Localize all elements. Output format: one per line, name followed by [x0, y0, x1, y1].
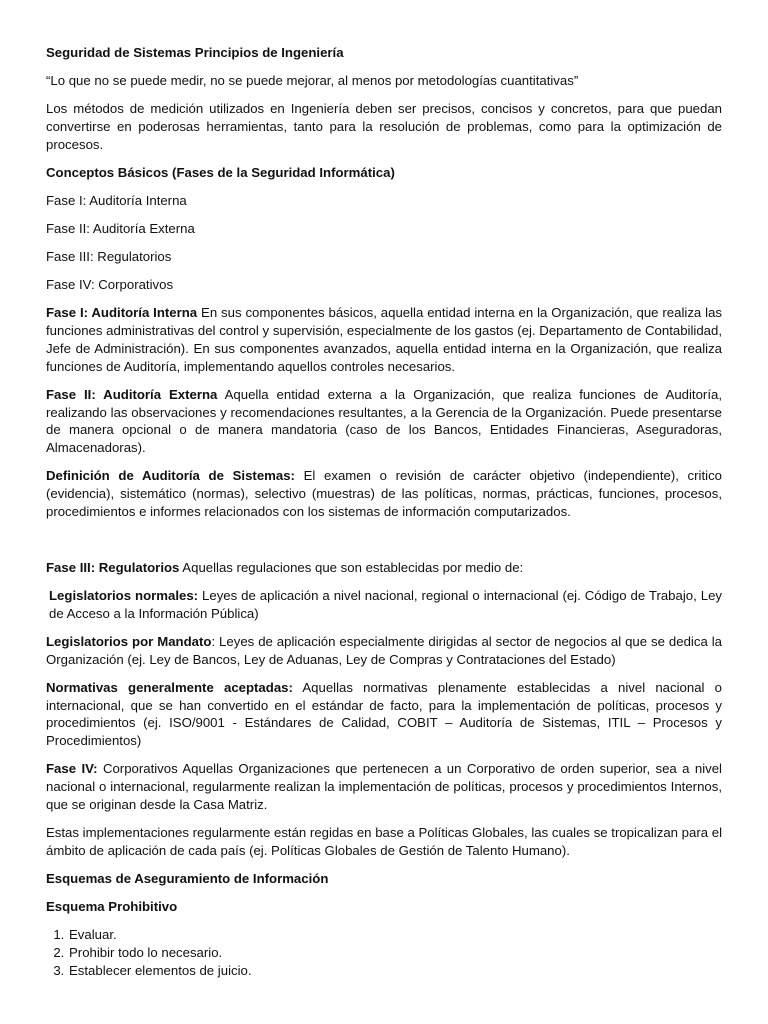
quote: “Lo que no se puede medir, no se puede mejorar, al menos por metodologías cuantitativas”: [46, 73, 579, 89]
leg-normales-label: Legislatorios normales:: [49, 588, 199, 604]
definicion-label: Definición de Auditoría de Sistemas:: [46, 468, 295, 484]
fase2-paragraph: [46, 386, 722, 457]
document-title: Seguridad de Sistemas Principios de Ingeniería: [46, 45, 344, 60]
fase3-label: Fase III: Regulatorios: [46, 560, 180, 575]
definicion-text: El examen o revisión de carácter objetivo (independiente), critico (evidencia), sistemático (normas), selectivo (muestras) de las políticas, normas, prácticas, funciones, procesos, procedimientos e informes relacionados con los sistemas de información computarizados.: [46, 468, 722, 519]
prohibitivo-list: [46, 926, 722, 979]
fase3-paragraph: [46, 559, 722, 577]
fase2-text: Aquella entidad externa a la Organización, que realiza funciones de Auditoría, realizando las observaciones y recomendaciones resultantes, a la Gerencia de la Organización. Puede presentarse de manera opcional o de manera mandatoria (caso de los Bancos, Entidades Financieras, Aseguradoras, Almacenadoras).: [46, 386, 722, 456]
concepts-heading: Conceptos Básicos (Fases de la Seguridad Informática): [46, 164, 395, 180]
intro-paragraph: Los métodos de medición utilizados en Ingeniería deben ser precisos, concisos y concretos, para que puedan convertirse en poderosas herramientas, tanto para la resolución de problemas, como para la optimización de procesos.: [46, 101, 722, 152]
esquemas-heading: Esquemas de Aseguramiento de Información: [46, 870, 329, 886]
leg-mandato-text: : Leyes de aplicación especialmente dirigidas al sector de negocios al que se dedica la Organización (ej. Ley de Bancos, Ley de Aduanas, Ley de Compras y Contrataciones del Estado): [46, 633, 722, 667]
leg-mandato-paragraph: [46, 633, 722, 669]
fase4-label: Fase IV:: [46, 761, 98, 777]
implementaciones-paragraph: Estas implementaciones regularmente están regidas en base a Políticas Globales, las cuales se tropicalizan para el ámbito de aplicación de cada país (ej. Políticas Globales de Gestión de Talento Humano).: [46, 825, 722, 858]
phase-line-4: Fase IV: Corporativos: [46, 277, 174, 293]
fase1-text: En sus componentes básicos, aquella entidad interna en la Organización, que realiza las funciones administrativas del control y supervisión, especialmente de los gastos (ej. Departamento de Contabilidad, Jefe de Administración). En sus componentes avanzados, aquella entidad interna en la Organización, que realiza funciones de Auditoría, implementando aquellos controles necesarios.: [46, 305, 722, 374]
normativas-text: Aquellas normativas plenamente establecidas a nivel nacional o internacional, que se han convertido en el estándar de facto, para la implementación de políticas, procesos y procedimientos (ej. ISO/9001 - Estándares de Calidad, COBIT – Auditoría de Sistemas, ITIL – Procesos y Procedimientos): [46, 679, 722, 749]
fase1-paragraph: [46, 304, 722, 375]
phase-line-2: Fase II: Auditoría Externa: [46, 221, 195, 237]
list-item: 3. Establecer elementos de juicio.: [68, 962, 722, 980]
phase-line-3: Fase III: Regulatorios: [46, 249, 172, 265]
fase4-text: Corporativos Aquellas Organizaciones que pertenecen a un Corporativo de orden superior, sea a nivel nacional o internacional, regularmente realizan la implementación de políticas, procesos y procedimientos Internos, que se originan desde la Casa Matriz.: [46, 761, 722, 812]
normativas-paragraph: [46, 679, 722, 750]
leg-mandato-label: Legislatorios por Mandato: [46, 633, 212, 649]
normativas-label: Normativas generalmente aceptadas:: [46, 679, 293, 695]
list-item: 1. Evaluar.: [68, 926, 722, 944]
leg-normales-paragraph: [46, 587, 722, 623]
fase4-paragraph: [46, 760, 722, 813]
phase-line-1: Fase I: Auditoría Interna: [46, 192, 187, 208]
fase1-label: Fase I: Auditoría Interna: [46, 305, 198, 321]
prohibitivo-heading: Esquema Prohibitivo: [46, 899, 178, 915]
definicion-paragraph: [46, 467, 722, 520]
leg-normales-text: Leyes de aplicación a nivel nacional, regional o internacional (ej. Código de Trabajo, Ley de Acceso a la Información Pública): [49, 588, 722, 621]
spacer: [46, 531, 722, 559]
fase3-text: Aquellas regulaciones que son establecidas por medio de:: [179, 560, 524, 575]
list-item: 2. Prohibir todo lo necesario.: [68, 944, 722, 962]
fase2-label: Fase II: Auditoría Externa: [46, 386, 218, 402]
